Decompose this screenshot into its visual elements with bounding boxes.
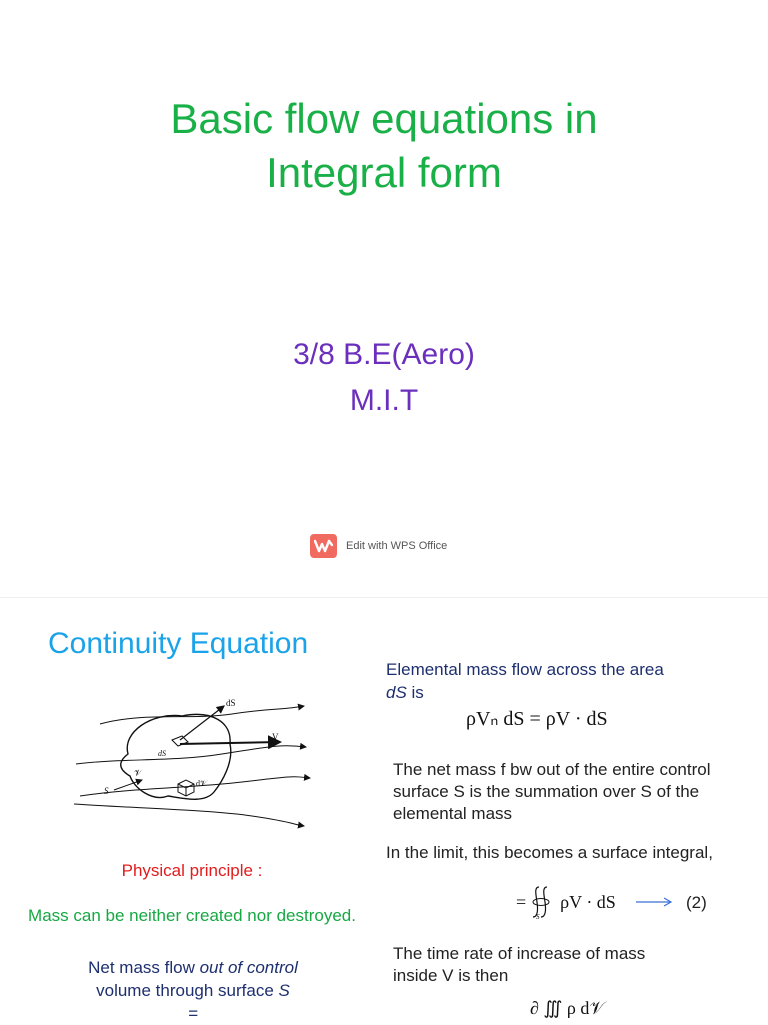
svg-text:S: S bbox=[536, 913, 540, 919]
slide-subtitle bbox=[0, 332, 768, 424]
label-v: V bbox=[272, 732, 279, 742]
net-flow-equals: = bbox=[188, 1004, 198, 1023]
course-label: 3/8 B.E(Aero) bbox=[293, 338, 475, 371]
equation-volume-integral: ∂ ∭ ρ d𝒱 bbox=[530, 998, 605, 1018]
elemental-mass-text bbox=[386, 658, 664, 704]
net-flow-s: S bbox=[278, 981, 290, 1000]
net-flow-italic: out of control bbox=[199, 958, 298, 977]
institute-label: M.I.T bbox=[349, 384, 419, 417]
net-mass-outflow-text: The net mass f bw out of the entire control surface S is the summation over S of the elemental mass bbox=[393, 760, 711, 823]
control-volume-diagram bbox=[72, 692, 312, 832]
wps-logo-icon bbox=[310, 534, 337, 558]
equation-number: (2) bbox=[686, 893, 707, 912]
arrow-right-icon bbox=[634, 896, 674, 908]
surface-integrand: ρV · dS bbox=[560, 891, 616, 912]
equals-sign: = bbox=[516, 891, 527, 912]
velocity-vector bbox=[180, 742, 280, 744]
streamline bbox=[74, 804, 304, 826]
elemental-ds: dS bbox=[386, 683, 407, 702]
wps-edit-label: Edit with WPS Office bbox=[346, 540, 448, 552]
slide-title-line1: Basic flow equations in bbox=[170, 95, 598, 142]
normal-vector bbox=[180, 706, 224, 740]
net-flow-part2: volume through surface bbox=[96, 981, 279, 1000]
rate-of-increase-text: The time rate of increase of mass inside V is then bbox=[393, 944, 646, 985]
mass-conservation-statement: Mass can be neither created nor destroyed. bbox=[28, 906, 356, 925]
equation-surface-integral bbox=[516, 885, 674, 919]
slide-title bbox=[0, 92, 768, 200]
streamline bbox=[80, 777, 310, 796]
physical-principle-label: Physical principle : bbox=[121, 861, 263, 880]
net-mass-flow-text bbox=[30, 956, 356, 1025]
elemental-line1: Elemental mass flow across the area bbox=[386, 660, 664, 679]
net-flow-part1: Net mass flow bbox=[88, 958, 200, 977]
closed-surface-integral-icon bbox=[530, 885, 556, 919]
label-s: S bbox=[104, 786, 109, 796]
equation-elemental-mass: ρVₙ dS = ρV · dS bbox=[466, 708, 608, 730]
control-volume-boundary bbox=[121, 714, 231, 799]
continuity-heading: Continuity Equation bbox=[48, 627, 309, 660]
label-volume: 𝒱 bbox=[134, 768, 142, 778]
label-ds-element: dS bbox=[158, 749, 166, 758]
slide-title-line2: Integral form bbox=[266, 149, 502, 196]
label-ds-vector: dS bbox=[226, 698, 236, 708]
label-dvolume: d𝒱 bbox=[196, 779, 207, 788]
streamline bbox=[76, 746, 306, 764]
limit-surface-integral-text: In the limit, this becomes a surface integral, bbox=[386, 843, 713, 862]
wps-edit-badge[interactable] bbox=[310, 533, 447, 559]
volume-element bbox=[178, 780, 194, 796]
elemental-is: is bbox=[406, 683, 424, 702]
slide-divider bbox=[0, 597, 768, 598]
